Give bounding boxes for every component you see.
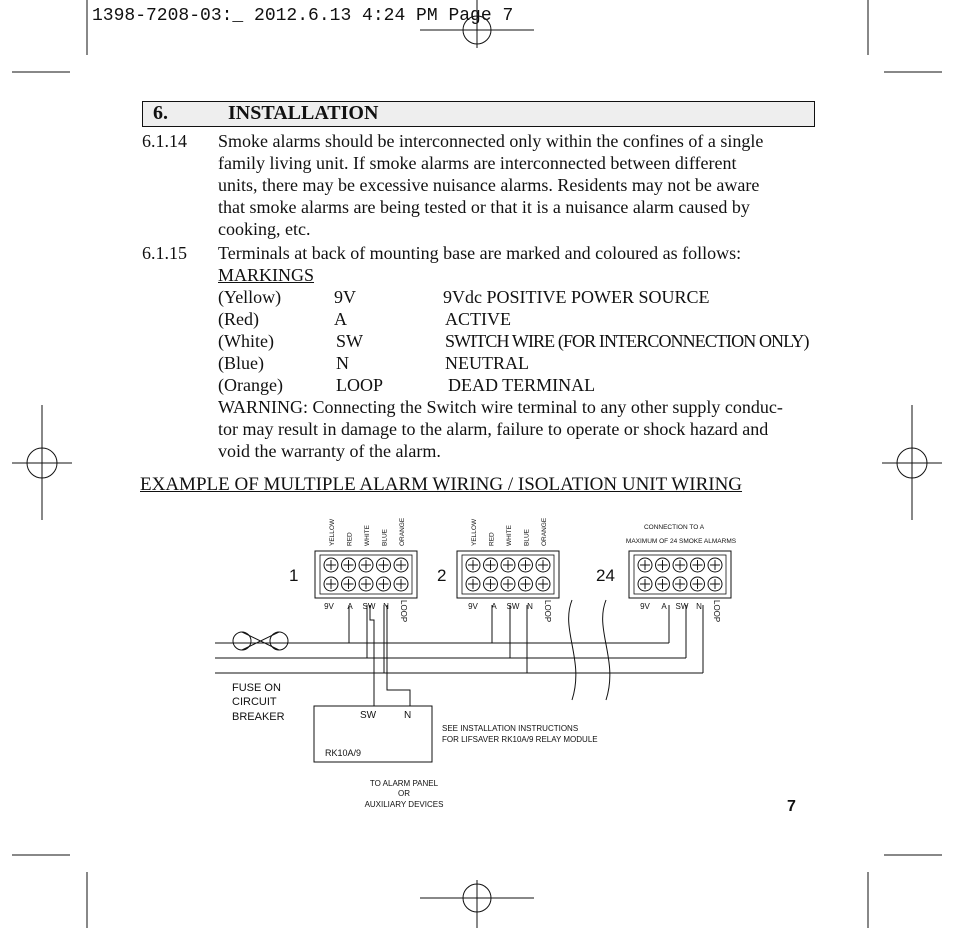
fuse-label: CIRCUIT bbox=[232, 696, 277, 708]
marking-colour: (Orange) bbox=[218, 375, 283, 395]
terminal-label: LOOP bbox=[712, 600, 721, 623]
print-slug: 1398-7208-03:_ 2012.6.13 4:24 PM Page 7 bbox=[92, 6, 514, 26]
clause-number: 6.1.14 bbox=[142, 131, 187, 151]
connection-note: MAXIMUM OF 24 SMOKE ALMARMS bbox=[625, 538, 737, 545]
terminal-colour-label: WHITE bbox=[364, 525, 371, 546]
terminal-label: 9V bbox=[640, 602, 650, 611]
terminal-colour-label: YELLOW bbox=[471, 518, 478, 546]
clause-number: 6.1.15 bbox=[142, 243, 187, 263]
unit-label: 24 bbox=[596, 566, 615, 585]
terminal-label: A bbox=[491, 602, 497, 611]
marking-meaning: 9Vdc POSITIVE POWER SOURCE bbox=[443, 287, 710, 307]
terminal-colour-label: ORANGE bbox=[399, 517, 406, 546]
terminal-colour-label: WHITE bbox=[506, 525, 513, 546]
terminal-block bbox=[437, 517, 559, 622]
marking-meaning: DEAD TERMINAL bbox=[448, 375, 596, 395]
terminal-colour-label: ORANGE bbox=[541, 517, 548, 546]
section-title: INSTALLATION bbox=[228, 102, 379, 124]
marking-meaning: NEUTRAL bbox=[445, 353, 529, 373]
terminal-label: SW bbox=[362, 602, 376, 611]
terminal-label: A bbox=[347, 602, 353, 611]
warning-line: tor may result in damage to the alarm, failure to operate or shock hazard and bbox=[218, 419, 769, 439]
terminal-block bbox=[289, 517, 417, 622]
terminal-colour-label: BLUE bbox=[523, 529, 531, 546]
marking-colour: (Red) bbox=[218, 309, 259, 329]
install-note: FOR LIFSAVER RK10A/9 RELAY MODULE bbox=[442, 735, 598, 744]
marking-colour: (Blue) bbox=[218, 353, 264, 373]
marking-code: 9V bbox=[334, 287, 356, 307]
terminal-label: N bbox=[383, 602, 389, 611]
terminal-colour-label: YELLOW bbox=[329, 518, 336, 546]
marking-code: N bbox=[336, 353, 349, 373]
fuse-label: FUSE ON bbox=[232, 682, 281, 694]
unit-label: 2 bbox=[437, 566, 447, 585]
terminal-block bbox=[596, 551, 731, 622]
paragraph-line: units, there may be excessive nuisance alarms. Residents may not be aware bbox=[218, 175, 760, 195]
relay-n-label: N bbox=[404, 710, 412, 721]
terminal-label: 9V bbox=[468, 602, 478, 611]
marking-meaning: ACTIVE bbox=[445, 309, 511, 329]
section-number: 6. bbox=[153, 102, 168, 124]
terminal-label: LOOP bbox=[399, 600, 408, 623]
paragraph-line: family living unit. If smoke alarms are interconnected between different bbox=[218, 153, 737, 173]
terminal-label: A bbox=[661, 602, 667, 611]
unit-label: 1 bbox=[289, 566, 299, 585]
diagram-heading: EXAMPLE OF MULTIPLE ALARM WIRING / ISOLATION UNIT WIRING bbox=[140, 474, 743, 495]
terminal-label: SW bbox=[506, 602, 520, 611]
alarm-panel-note: TO ALARM PANEL bbox=[369, 779, 439, 788]
alarm-panel-note: OR bbox=[398, 789, 410, 798]
alarm-panel-note: AUXILIARY DEVICES bbox=[364, 800, 444, 809]
warning-line: void the warranty of the alarm. bbox=[218, 441, 441, 461]
terminal-label: N bbox=[696, 602, 702, 611]
markings-heading: MARKINGS bbox=[218, 265, 315, 285]
marking-colour: (White) bbox=[218, 331, 274, 351]
terminal-label: 9V bbox=[324, 602, 334, 611]
terminal-label: LOOP bbox=[543, 600, 552, 623]
terminal-label: N bbox=[527, 602, 533, 611]
terminal-colour-label: RED bbox=[488, 532, 496, 546]
connection-note: CONNECTION TO A bbox=[643, 524, 705, 531]
relay-sw-label: SW bbox=[360, 710, 377, 721]
paragraph-line: Smoke alarms should be interconnected only within the confines of a single bbox=[218, 131, 764, 151]
marking-meaning: SWITCH WIRE (FOR INTERCONNECTION ONLY) bbox=[445, 331, 809, 351]
paragraph-line: that smoke alarms are being tested or that it is a nuisance alarm caused by bbox=[218, 197, 750, 217]
marking-colour: (Yellow) bbox=[218, 287, 282, 307]
relay-name: RK10A/9 bbox=[325, 748, 362, 758]
paragraph-line: cooking, etc. bbox=[218, 219, 311, 239]
warning-line: WARNING: Connecting the Switch wire terminal to any other supply conduc- bbox=[218, 397, 783, 417]
terminal-colour-label: RED bbox=[346, 532, 354, 546]
page-number: 7 bbox=[787, 798, 796, 815]
marking-code: LOOP bbox=[336, 375, 384, 395]
terminal-label: SW bbox=[675, 602, 689, 611]
install-note: SEE INSTALLATION INSTRUCTIONS bbox=[442, 724, 579, 733]
marking-code: A bbox=[334, 309, 347, 329]
fuse-label: BREAKER bbox=[232, 711, 285, 723]
terminal-colour-label: BLUE bbox=[381, 529, 389, 546]
marking-code: SW bbox=[336, 331, 363, 351]
clause-intro: Terminals at back of mounting base are marked and coloured as follows: bbox=[218, 243, 742, 263]
